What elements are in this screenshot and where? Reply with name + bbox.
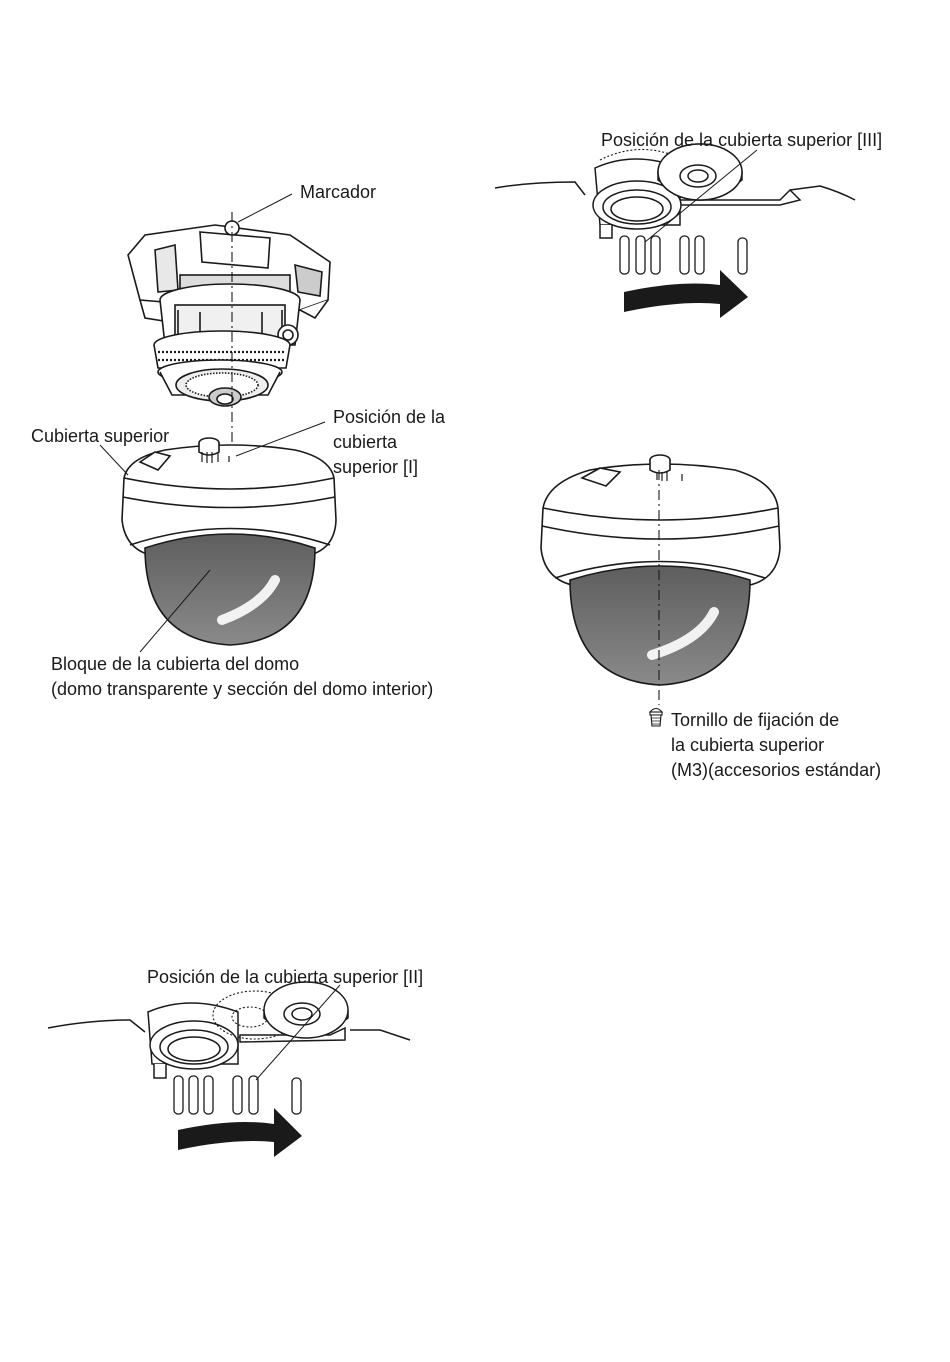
rotation-arrow-III	[624, 270, 748, 318]
rotation-arrow-II	[178, 1108, 302, 1157]
camera-unit	[128, 221, 330, 406]
screw-icon	[650, 709, 662, 727]
cubierta-superior-leader	[100, 445, 128, 475]
marcador-leader	[238, 194, 292, 222]
label-posicion-II: Posición de la cubierta superior [II]	[147, 967, 424, 987]
label-bloque-line2: (domo transparente y sección del domo interior)	[51, 679, 434, 699]
label-bloque-line1: Bloque de la cubierta del domo	[51, 654, 300, 674]
label-marcador: Marcador	[300, 182, 377, 202]
label-cubierta-superior: Cubierta superior	[31, 426, 170, 446]
label-posicion-I-line1: Posición de la	[333, 407, 446, 427]
dome-assembled-right	[541, 455, 780, 685]
label-tornillo-line2: la cubierta superior	[671, 735, 825, 755]
label-posicion-I-line3: superior [I]	[333, 457, 419, 477]
dome-cover-left	[122, 438, 336, 645]
position-III-drawing	[495, 144, 855, 274]
position-II-drawing	[48, 982, 410, 1114]
label-tornillo-line1: Tornillo de fijación de	[671, 710, 840, 730]
label-posicion-III: Posición de la cubierta superior [III]	[601, 130, 883, 150]
label-tornillo-line3: (M3)(accesorios estándar)	[671, 760, 882, 780]
label-posicion-I-line2: cubierta	[333, 432, 398, 452]
